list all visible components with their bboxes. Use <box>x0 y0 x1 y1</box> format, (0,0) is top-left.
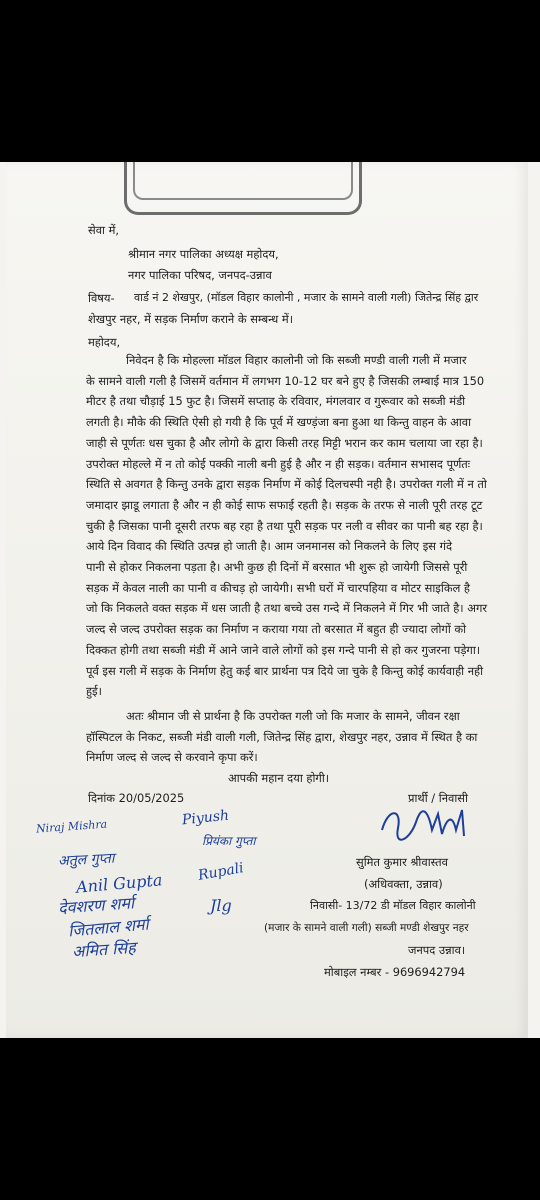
applicant-name: सुमित कुमार श्रीवास्तव <box>356 855 448 869</box>
body-line: जाही से पूर्णतः धस चुका है और लोगो के द्वारा किसी तरह मिट्टी भरान कर काम चलाया जा रहा है। <box>86 435 483 450</box>
body-line: सड़क में केवल नाली का पानी व कीचड़ हो जायेगी। सभी घरों में चारपहिया व मोटर साइकिल है <box>86 580 470 595</box>
body-line: पूर्व इस गली में सड़क के निर्माण हेतु कई बार प्रार्थना पत्र दिये जा चुके है किन्तु कोई कार्यवाही नही <box>86 663 484 678</box>
signature-5: Anil Gupta <box>75 870 164 897</box>
signature-3: प्रियंका गुप्ता <box>202 834 256 848</box>
body-line: निवेदन है कि मोहल्ला मॉडल विहार कालोनी जो कि सब्जी मण्डी वाली गली में मजार <box>126 353 467 367</box>
letter-body <box>86 350 506 702</box>
address-line-3: जनपद उन्नाव। <box>408 943 466 957</box>
greeting: महोदय, <box>88 335 121 349</box>
salutation-to: सेवा में, <box>88 223 120 237</box>
signature-6: देवशरण शर्मा <box>57 893 135 918</box>
body-line: हुई। <box>86 684 102 699</box>
letter-date: दिनांक 20/05/2025 <box>88 791 185 805</box>
mobile-number: मोबाइल नम्बर - 9696942794 <box>324 965 466 979</box>
body-line: स्थिति से अवगत है किन्तु उनके द्वारा सड़क निर्माण में कोई दिलचस्पी नही है। उपरोक्त गली में न तो <box>86 477 487 492</box>
signature-9: Rupali <box>196 860 245 884</box>
subject-label: विषय- <box>88 291 115 305</box>
body-line: आये दिन विवाद की स्थिति उत्पन्न हो जाती है। आम जनमानस को निकलने के लिए इस गंदे <box>86 539 453 554</box>
body-line: उपरोक्त मोहल्ले में न तो कोई पक्की नाली बनी हुई है और न ही सड़क। वर्तमान सभासद पूर्णतः <box>86 456 471 471</box>
body-line: जो कि निकलते वक्त सड़क में धस जाती है तथा बच्चे उस गन्दे में निकलने में गिर भी जाते है। अगर <box>86 601 488 616</box>
letter-request <box>86 706 506 768</box>
applicant-title: (अधिवक्ता, उन्नाव) <box>364 877 443 891</box>
body-line: जल्द से जल्द उपरोक्त सड़क का निर्माण न कराया गया तो बरसात में बहुत ही ज्यादा लोगों को <box>86 622 467 637</box>
body-line: पानी से होकर निकलना पड़ता है। अभी कुछ ही दिनों में बरसात भी शुरू हो जायेगी जिससे पूरी <box>86 560 468 575</box>
signature-7: जितलाल शर्मा <box>67 914 150 941</box>
signature-2: Piyush <box>181 807 230 829</box>
request-line: हॉस्पिटल के निकट, सब्जी मंडी वाली गली, जितेन्द्र सिंह द्वारा, शेखपुर नहर, उन्नाव में स्थित है का <box>86 729 478 744</box>
letter-paper <box>6 162 528 1038</box>
body-line: मीटर है तथा चौड़ाई 15 फुट है। जिसमें सप्ताह के रविवार, मंगलवार व गुरूवार को सब्जी मंडी <box>86 394 466 409</box>
body-line: जमादार झाडू लगाता है और न ही कोई साफ सफाई रहती है। सड़क के तरफ से नाली पूरी तरह टूट <box>86 497 483 512</box>
address-line-2: (मजार के सामने वाली गली) सब्जी मण्डी शेखपुर नहर <box>264 922 469 934</box>
body-line: के सामने वाली गली है जिसमें वर्तमान में लगभग 10-12 घर बने हुए है जिसकी लम्बाई मात्र 150 <box>86 373 485 388</box>
addressee-line-1: श्रीमान नगर पालिका अध्यक्ष महोदय, <box>128 247 279 261</box>
signature-4: अतुल गुप्ता <box>57 850 115 870</box>
subject-line-2: शेखपुर नहर, में सड़क निर्माण कराने के सम्बन्ध में। <box>88 312 294 326</box>
signature-1: Niraj Mishra <box>35 817 108 836</box>
addressee-line-2: नगर पालिका परिषद, जनपद-उन्नाव <box>128 268 272 282</box>
body-line: लगती है। मौके की स्थिति ऐसी हो गयी है कि पूर्व में खण्ड़ंजा बना हुआ था किन्तु वाहन के आवा <box>86 415 472 430</box>
closing-line: आपकी महान दया होगी। <box>228 771 330 785</box>
signature-10: Jlg <box>210 896 232 915</box>
body-line: चुकी है जिसका पानी दूसरी तरफ बह रहा है तथा पूरी सड़क पर नली व सीवर का पानी बह रहा है। <box>86 518 483 533</box>
paper-clip <box>124 162 362 215</box>
applicant-signature <box>376 800 476 850</box>
signature-8: अमित सिंह <box>71 937 137 962</box>
document-photo <box>0 162 540 1038</box>
request-line: निर्माण जल्द से जल्द से करवाने कृपा करें। <box>86 750 258 765</box>
applicant-label: प्रार्थी / निवासी <box>408 791 468 805</box>
subject-line-1: वार्ड नं 2 शेखपुर, (मॉडल विहार कालोनी , मजार के सामने वाली गली) जितेन्द्र सिंह द्वार <box>134 291 479 304</box>
address-line-1: निवासी- 13/72 डी मॉडल विहार कालोनी <box>310 899 476 912</box>
body-line: दिक्कत होगी तथा सब्जी मंडी में आने जाने वाले लोगों को इस गन्दे पानी से हो कर गुजरना पड़ेगा। <box>86 642 481 657</box>
request-line: अतः श्रीमान जी से प्रार्थना है कि उपरोक्त गली जो कि मजार के सामने, जीवन रक्षा <box>126 709 460 723</box>
